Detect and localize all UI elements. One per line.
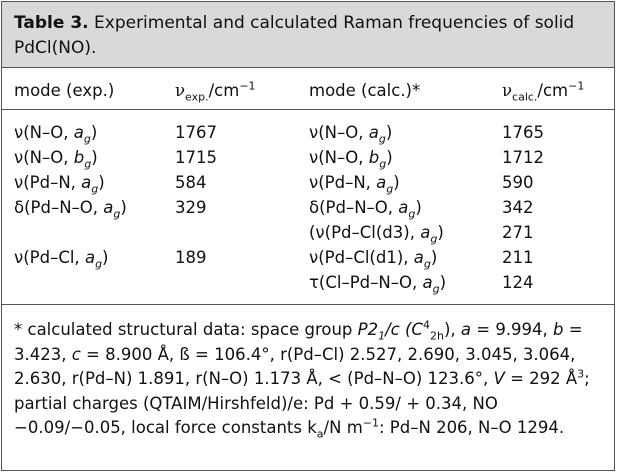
- mode-exp-cell: ν(Pd–N, $a_g$): [14, 173, 105, 196]
- mode-exp-cell: ν(Pd–Cl, $a_g$): [14, 248, 109, 271]
- header-mode-exp: mode (exp.): [14, 81, 115, 100]
- nu-exp-cell: 329: [175, 198, 207, 217]
- header-mode-calc: mode (calc.)*: [309, 81, 421, 100]
- nu-calc-cell: 342: [502, 198, 534, 217]
- nu-exp-cell: 1715: [175, 148, 217, 167]
- mode-exp-cell: ν(N–O, $a_g$): [14, 123, 98, 146]
- mode-calc-cell: δ(Pd–N–O, $a_g$): [309, 198, 422, 221]
- header-nu-calc: $\nu_{calc.}/cm^{-1}$: [502, 79, 585, 104]
- mode-calc-cell: τ(Cl–Pd–N–O, $a_g$): [309, 273, 447, 296]
- header-divider: [2, 109, 614, 110]
- header-nu-exp: $\nu_{exp.}/cm^{-1}$: [175, 79, 256, 104]
- nu-calc-cell: 1712: [502, 148, 544, 167]
- nu-calc-cell: 271: [502, 223, 534, 242]
- mode-exp-cell: δ(Pd–N–O, $a_g$): [14, 198, 127, 221]
- nu-calc-cell: 124: [502, 273, 534, 292]
- table-footnote: * calculated structural data: space group $P2_1/c$ $(C^4_{2h})$, a = 9.994, b = 3.423, c = 8.900 Å, ß = 106.4°, r(Pd–Cl) 2.527, 2.690, 3.045, 3.064, 2.630, r(Pd–N) 1.891, r(N–O) 1.173 Å, < (Pd–N–O) 123.6°, V = 292 $Å^3$; partial charges (QTAIM/Hirshfeld)/e: Pd + 0.59/ + 0.34, NO −0.09/−0.05, local force constants $k_a/N$ $m^{-1}$: Pd–N 206, N–O 1294.: [14, 318, 590, 441]
- nu-exp-cell: 1767: [175, 123, 217, 142]
- nu-calc-cell: 590: [502, 173, 534, 192]
- table-caption: [2, 2, 614, 67]
- mode-exp-cell: ν(N–O, $b_g$): [14, 148, 98, 171]
- mode-calc-cell: ν(Pd–N, $a_g$): [309, 173, 400, 196]
- mode-calc-cell: (ν(Pd–Cl(d3), $a_g$): [309, 223, 444, 246]
- caption-text: Experimental and calculated Raman frequencies of solid PdCl(NO).: [14, 13, 575, 58]
- footnote-divider: [2, 304, 614, 305]
- mode-calc-cell: ν(Pd–Cl(d1), $a_g$): [309, 248, 438, 271]
- mode-calc-cell: ν(N–O, $b_g$): [309, 148, 393, 171]
- nu-calc-cell: 211: [502, 248, 534, 267]
- table-frame: [1, 1, 615, 471]
- caption-label: Table 3.: [14, 13, 89, 33]
- nu-exp-cell: 584: [175, 173, 207, 192]
- caption-divider: [2, 67, 614, 68]
- mode-calc-cell: ν(N–O, $a_g$): [309, 123, 393, 146]
- nu-calc-cell: 1765: [502, 123, 544, 142]
- nu-exp-cell: 189: [175, 248, 207, 267]
